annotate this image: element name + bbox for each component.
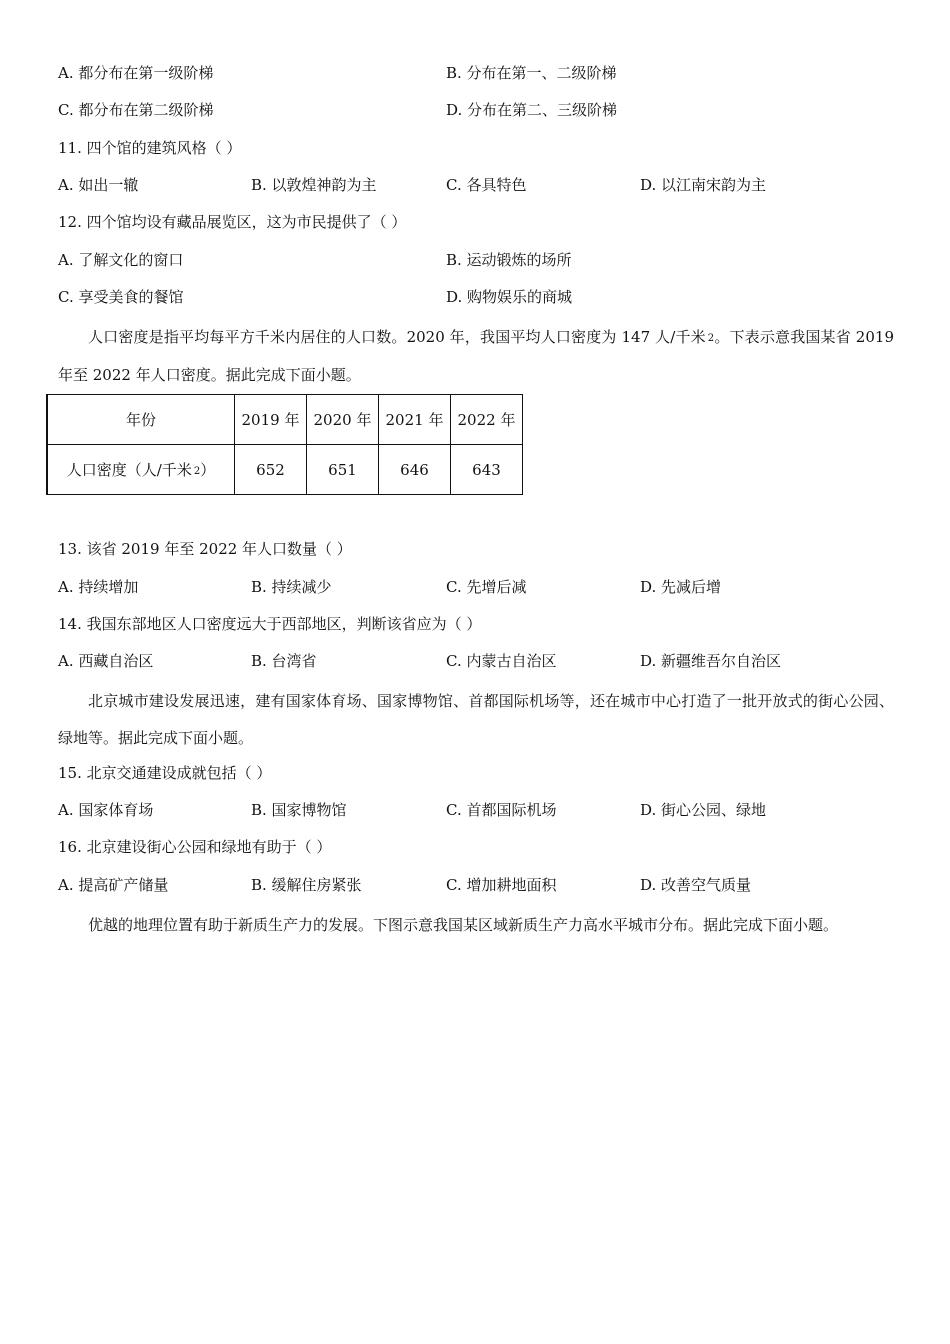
table-row-label-text: 人口密度（人/千米	[66, 461, 192, 479]
table-header-row	[47, 395, 523, 445]
q12-option-c[interactable]: C. 享受美食的餐馆	[58, 288, 184, 306]
q13-option-a[interactable]: A. 持续增加	[58, 578, 139, 596]
q16-option-d[interactable]: D. 改善空气质量	[640, 876, 752, 894]
passage-population	[58, 319, 894, 394]
passage-population-sup: 2	[707, 333, 715, 344]
table-year-2021: 2021 年	[379, 395, 451, 445]
q12-option-d[interactable]: D. 购物娱乐的商城	[446, 288, 573, 306]
q15-option-a[interactable]: A. 国家体育场	[58, 801, 154, 819]
q14-stem: 14. 我国东部地区人口密度远大于西部地区，判断该省应为（ ）	[58, 615, 482, 633]
table-year-2022: 2022 年	[451, 395, 523, 445]
passage-new-quality-productivity: 优越的地理位置有助于新质生产力的发展。下图示意我国某区域新质生产力高水平城市分布。据此完成下面小题。	[88, 916, 839, 934]
q15-option-b[interactable]: B. 国家博物馆	[251, 801, 347, 819]
table-row-label-end: ）	[200, 461, 216, 479]
table-value-2021: 646	[379, 445, 451, 495]
q14-option-b[interactable]: B. 台湾省	[251, 652, 317, 670]
table-value-2019: 652	[235, 445, 307, 495]
q16-stem: 16. 北京建设街心公园和绿地有助于（ ）	[58, 838, 332, 856]
population-density-table	[46, 394, 523, 495]
table-year-2019: 2019 年	[235, 395, 307, 445]
q14-option-d[interactable]: D. 新疆维吾尔自治区	[640, 652, 782, 670]
passage-population-text-1: 人口密度是指平均每平方千米内居住的人口数。2020 年，我国平均人口密度为 147 人/千米	[88, 328, 706, 346]
q11-option-a[interactable]: A. 如出一辙	[58, 176, 139, 194]
q12-option-a[interactable]: A. 了解文化的窗口	[58, 251, 184, 269]
q11-option-d[interactable]: D. 以江南宋韵为主	[640, 176, 767, 194]
q13-option-d[interactable]: D. 先减后增	[640, 578, 722, 596]
table-value-row	[47, 445, 523, 495]
q11-option-c[interactable]: C. 各具特色	[446, 176, 527, 194]
q10-option-b[interactable]: B. 分布在第一、二级阶梯	[446, 64, 617, 82]
q16-option-b[interactable]: B. 缓解住房紧张	[251, 876, 362, 894]
q14-option-a[interactable]: A. 西藏自治区	[58, 652, 154, 670]
table-row-label	[47, 445, 235, 495]
passage-beijing: 北京城市建设发展迅速，建有国家体育场、国家博物馆、首都国际机场等，还在城市中心打造了一批开放式的街心公园、绿地等。据此完成下面小题。	[58, 692, 894, 747]
q11-stem: 11. 四个馆的建筑风格（ ）	[58, 139, 242, 157]
q10-option-c[interactable]: C. 都分布在第二级阶梯	[58, 101, 214, 119]
q13-option-b[interactable]: B. 持续减少	[251, 578, 332, 596]
q10-option-a[interactable]: A. 都分布在第一级阶梯	[58, 64, 214, 82]
q10-option-d[interactable]: D. 分布在第二、三级阶梯	[446, 101, 618, 119]
table-row-label-sup: 2	[193, 466, 201, 477]
q12-option-b[interactable]: B. 运动锻炼的场所	[446, 251, 572, 269]
table-year-2020: 2020 年	[307, 395, 379, 445]
q13-option-c[interactable]: C. 先增后减	[446, 578, 527, 596]
q15-option-d[interactable]: D. 街心公园、绿地	[640, 801, 767, 819]
q16-option-a[interactable]: A. 提高矿产储量	[58, 876, 169, 894]
q13-stem: 13. 该省 2019 年至 2022 年人口数量（ ）	[58, 540, 352, 558]
q11-option-b[interactable]: B. 以敦煌神韵为主	[251, 176, 377, 194]
table-value-2022: 643	[451, 445, 523, 495]
table-value-2020: 651	[307, 445, 379, 495]
q15-option-c[interactable]: C. 首都国际机场	[446, 801, 557, 819]
passage-population-text-2: 。下表示意我国某省 2019 年至 2022 年人口密度。据此完成下面小题。	[58, 328, 894, 384]
q14-option-c[interactable]: C. 内蒙古自治区	[446, 652, 557, 670]
q16-option-c[interactable]: C. 增加耕地面积	[446, 876, 557, 894]
q12-stem: 12. 四个馆均设有藏品展览区，这为市民提供了（ ）	[58, 213, 407, 231]
table-header-label: 年份	[47, 395, 235, 445]
q15-stem: 15. 北京交通建设成就包括（ ）	[58, 764, 272, 782]
